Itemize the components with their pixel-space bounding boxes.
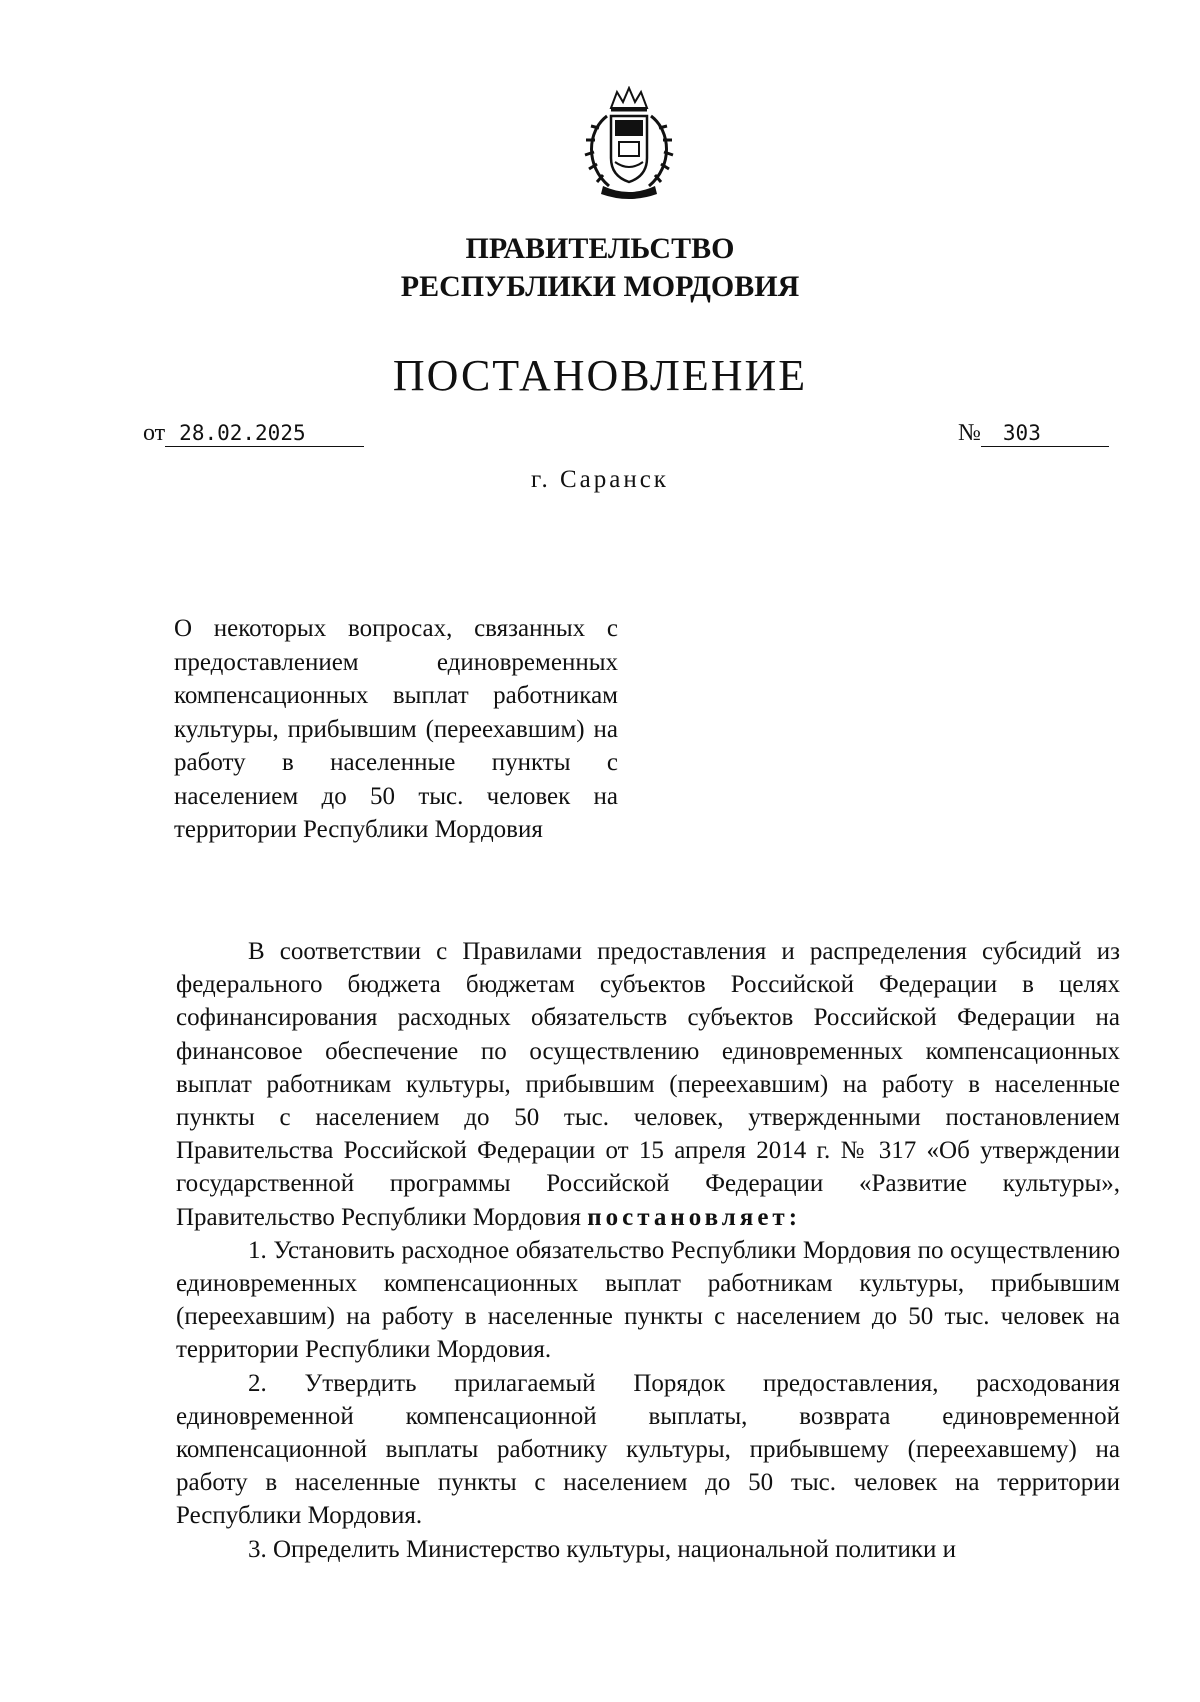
coat-of-arms-icon <box>577 86 681 202</box>
preamble-paragraph <box>176 935 1120 1234</box>
number-field <box>958 420 1109 447</box>
date-prefix: от <box>143 420 166 446</box>
document-type-title: ПОСТАНОВЛЕНИЕ <box>392 351 808 400</box>
number-prefix: № <box>958 420 981 446</box>
date-value: 28.02.2025 <box>165 420 364 447</box>
city-name: г. Саранск <box>531 466 669 493</box>
org-name-line1: ПРАВИТЕЛЬСТВО <box>465 232 735 265</box>
document-body <box>176 935 1120 1566</box>
decrees-word: постановляет: <box>587 1203 802 1231</box>
document-subject: О некоторых вопросах, связанных с предоставлением единовременных компенсационных выплат работникам культуры, прибывшим (переехавшим) на работу в населенные пункты с населением до 50 тыс. человек на территории Республики Мордовия <box>174 615 618 843</box>
date-field <box>143 420 364 447</box>
decree-item-3: 3. Определить Министерство культуры, национальной политики и <box>248 1535 957 1563</box>
decree-item-1: 1. Установить расходное обязательство Республики Мордовия по осуществлению единовременных компенсационных выплат работникам культуры, прибывшим (переехавшим) на работу в населенные пункты с населением до 50 тыс. человек на территории Республики Мордовия. <box>176 1236 1120 1364</box>
decree-item-2: 2. Утвердить прилагаемый Порядок предоставления, расходования единовременной компенсационной выплаты, возврата единовременной компенсационной выплаты работнику культуры, прибывшему (переехавшему) на работу в населенные пункты с населением до 50 тыс. человек на территории Республики Мордовия. <box>176 1369 1120 1530</box>
preamble-text: В соответствии с Правилами предоставления и распределения субсидий из федерального бюджета бюджетам субъектов Российской Федерации в целях софинансирования расходных обязательств субъектов Российской Федерации на финансовое обеспечение по осуществлению единовременных компенсационных выплат работникам культуры, прибывшим (переехавшим) на работу в населенные пункты с населением до 50 тыс. человек, утвержденными постановлением Правительства Российской Федерации от 15 апреля 2014 г. № 317 «Об утверждении государственной программы Российской Федерации «Развитие культуры», Правительство Республики Мордовия <box>176 938 1120 1231</box>
number-value: 303 <box>981 420 1109 447</box>
org-name-line2: РЕСПУБЛИКИ МОРДОВИЯ <box>400 270 800 303</box>
